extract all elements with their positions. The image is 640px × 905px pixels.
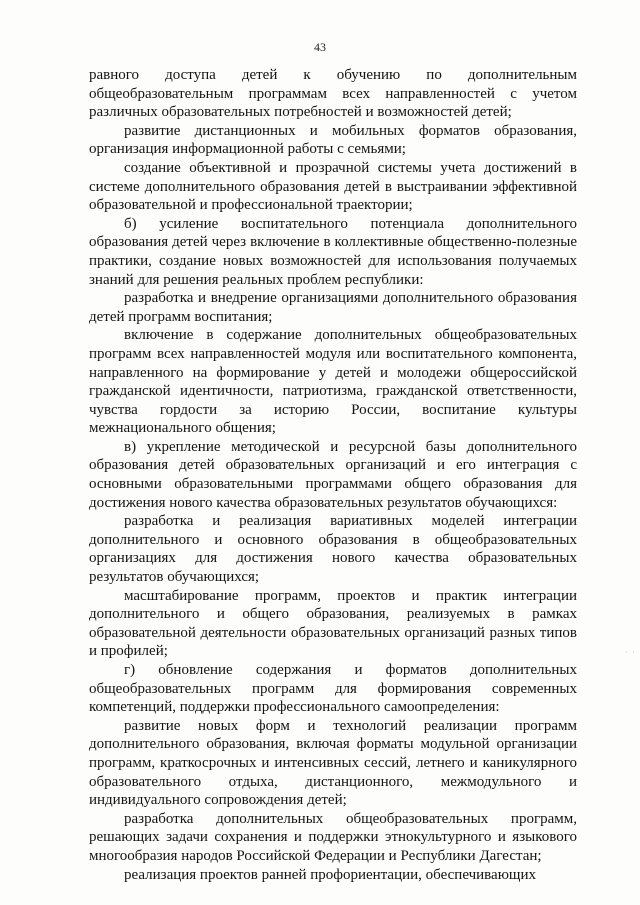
- paragraph: равного доступа детей к обучению по дополнительным общеобразовательным программам всех направленностей с учетом различных образовательных потребностей и возможностей детей;: [89, 67, 577, 121]
- paragraph: развитие дистанционных и мобильных форматов образования, организация информационной работы с семьями;: [89, 122, 577, 158]
- paragraph: реализация проектов ранней профориентации, обеспечивающих: [124, 866, 536, 883]
- paragraph: разработка и внедрение организациями дополнительного образования детей программ воспитания;: [89, 290, 577, 325]
- margin-mark: · ·: [625, 648, 636, 657]
- paragraph: б) усиление воспитательного потенциала дополнительного образования детей через включение в коллективные общественно-полезные практики, создание новых возможностей для использования получаемых знаний для решения реальных проблем республики:: [89, 215, 577, 288]
- page-number: 43: [314, 40, 326, 54]
- paragraph: развитие новых форм и технологий реализации программ дополнительного образования, включая форматы модульной организации программ, краткосрочных и интенсивных сессий, летнего и каникулярного образовательного отдыха, дистанционного, межмодульного и индивидуального сопровождения детей;: [89, 717, 577, 809]
- paragraph: г) обновление содержания и форматов дополнительных общеобразовательных программ для формирования современных компетенций, поддержки профессионального самоопределения:: [89, 662, 577, 716]
- paragraph: создание объективной и прозрачной системы учета достижений в системе дополнительного образования детей в выстраивании эффективной образовательной и профессиональной траектории;: [89, 159, 577, 214]
- paragraph: включение в содержание дополнительных общеобразовательных программ всех направленностей модуля или воспитательного компонента, направленного на формирование у детей и молодежи общероссийской гражданской идентичности, патриотизма, гражданской ответственности, чувства гордости за историю России, воспитание культуры межнационального общения;: [89, 327, 577, 437]
- paragraph: разработка и реализация вариативных моделей интеграции дополнительного и основного образования в общеобразовательных организациях для достижения нового качества образовательных результатов обучающихся;: [89, 513, 577, 586]
- paragraph: в) укрепление методической и ресурсной базы дополнительного образования детей образовательных организаций и его интеграция с основными образовательными программами общего образования для достижения нового качества образовательных результатов обучающихся:: [89, 438, 577, 511]
- paragraph: масштабирование программ, проектов и практик интеграции дополнительного и общего образования, реализуемых в рамках образовательной деятельности образовательных организаций разных типов и профилей;: [89, 587, 577, 660]
- body-text: [89, 66, 577, 884]
- paragraph: разработка дополнительных общеобразовательных программ, решающих задачи сохранения и поддержки этнокультурного и языкового многообразия народов Российской Федерации и Республики Дагестан;: [89, 810, 577, 864]
